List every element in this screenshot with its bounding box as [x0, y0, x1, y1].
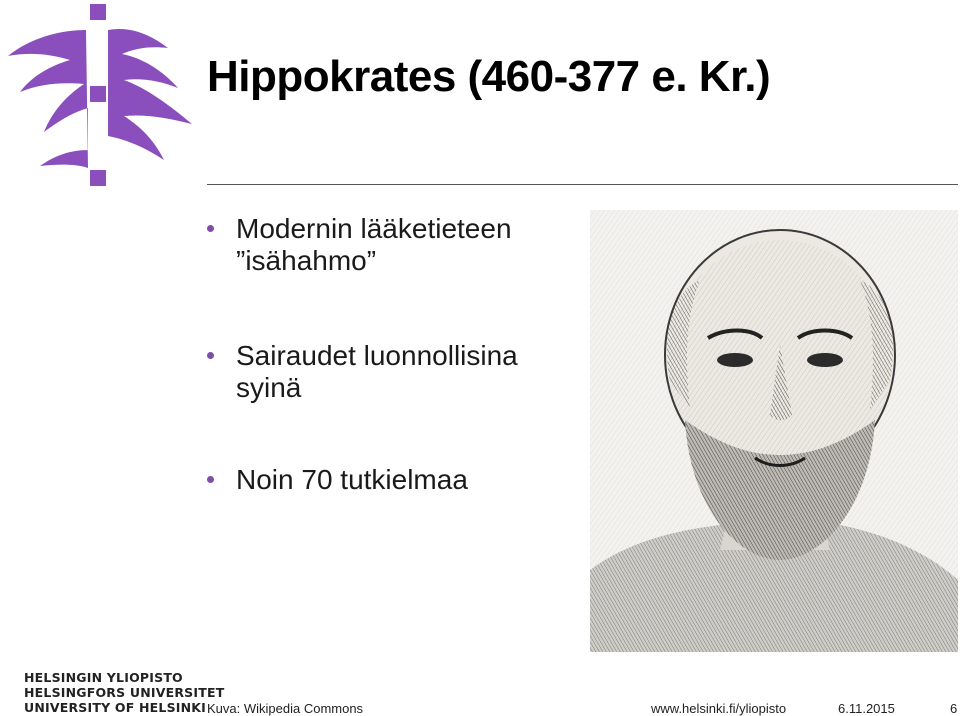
university-name-fi: HELSINGIN YLIOPISTO [24, 670, 183, 685]
university-wordmark [24, 670, 224, 715]
bullet-text-line: ”isähahmo” [236, 245, 377, 276]
bullet-item [207, 213, 577, 277]
bullet-text-line: syinä [236, 372, 302, 403]
portrait-illustration-icon [590, 210, 958, 652]
footer-url: www.helsinki.fi/yliopisto [651, 701, 787, 716]
bullet-dot-icon [207, 225, 214, 232]
page-number: 6 [950, 701, 958, 716]
image-credit: Kuva: Wikipedia Commons [207, 701, 364, 716]
bullet-text-line: Sairaudet luonnollisina [236, 340, 518, 371]
slide-title: Hippokrates (460-377 e. Kr.) [207, 52, 771, 101]
bullet-dot-icon [207, 476, 214, 483]
bullet-item [207, 340, 577, 404]
bullet-list [207, 213, 577, 496]
bullet-dot-icon [207, 352, 214, 359]
helsinki-flame-logo-icon [0, 0, 200, 190]
university-name-sv: HELSINGFORS UNIVERSITET [24, 685, 225, 700]
footer-date: 6.11.2015 [838, 701, 895, 716]
bullet-text-line: Noin 70 tutkielmaa [236, 464, 468, 495]
title-divider [207, 184, 958, 185]
bullet-item [207, 464, 577, 496]
bullet-text-line: Modernin lääketieteen [236, 213, 512, 244]
university-name-en: UNIVERSITY OF HELSINKI [24, 700, 207, 715]
hippokrates-portrait-image [590, 210, 958, 652]
